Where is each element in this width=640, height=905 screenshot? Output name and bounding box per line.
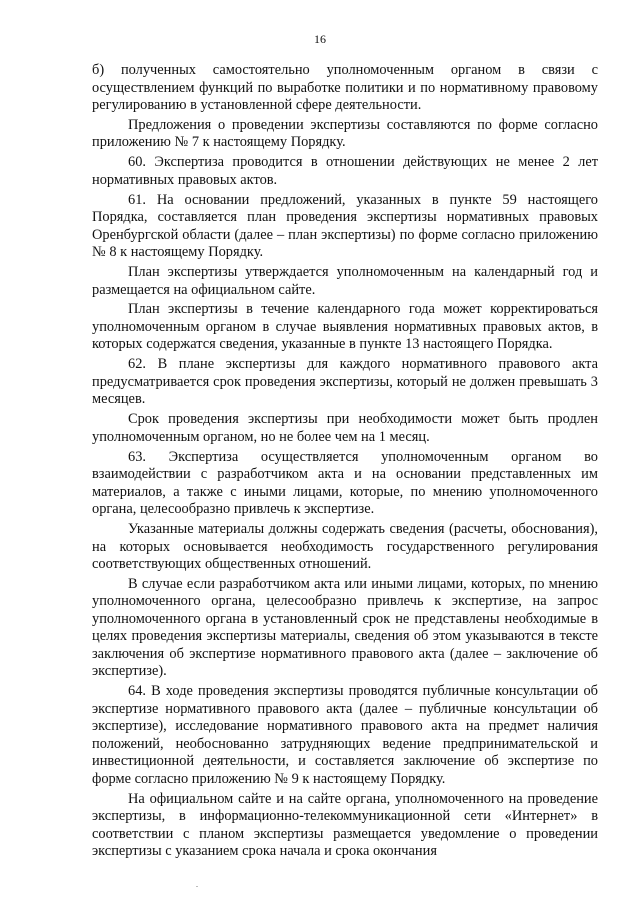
page-number: 16 — [314, 32, 326, 46]
paragraph-60: 60. Экспертиза проводится в отношении действующих не менее 2 лет нормативных правовых актов. — [92, 154, 598, 188]
paragraph-proposals-form: Предложения о проведении экспертизы составляются по форме согласно приложению № 7 к настоящему Порядку. — [92, 116, 598, 151]
paragraph-term-extension: Срок проведения экспертизы при необходимости может быть продлен уполномоченным органом, но не более чем на 1 месяц. — [92, 411, 598, 445]
document-body — [92, 62, 598, 863]
paragraph-64: 64. В ходе проведения экспертизы проводятся публичные консультации об экспертизе нормативного правового акта (далее – публичные консультации об экспертизе), исследование нормативного правового акта на предмет наличия положений, необоснованно затрудняющих ведение предпринимательской и инвестиционной деятельности, и составляется заключение об экспертизе по форме согласно приложению № 9 к настоящему Порядку. — [92, 683, 598, 787]
scan-speck — [196, 886, 198, 887]
paragraph-plan-correction: План экспертизы в течение календарного года может корректироваться уполномоченным органом в случае выявления нормативных правовых актов, в которых содержатся сведения, указанные в пункте 13 настоящего Порядка. — [92, 301, 598, 353]
paragraph-official-site-notice: На официальном сайте и на сайте органа, уполномоченного на проведение экспертизы, в информационно-телекоммуникационной сети «Интернет» в соответствии с планом экспертизы размещается уведомление о проведении экспертизы с указанием срока начала и срока окончания — [92, 790, 598, 860]
paragraph-materials-missing: В случае если разработчиком акта или иными лицами, которых, по мнению уполномоченного органа, целесообразно привлечь к экспертизе, на запрос уполномоченного органа в установленный срок не представлены необходимые в целях проведения экспертизы материалы, сведения об этом указываются в тексте заключения об экспертизе нормативного правового акта (далее – заключение об экспертизе). — [92, 575, 598, 680]
paragraph-61: 61. На основании предложений, указанных в пункте 59 настоящего Порядка, составляется план проведения экспертизы нормативных правовых Оренбургской области (далее – план экспертизы) по форме согласно приложению № 8 к настоящему Порядку. — [92, 191, 598, 261]
paragraph-62: 62. В плане экспертизы для каждого нормативного правового акта предусматривается срок проведения экспертизы, который не должен превышать 3 месяцев. — [92, 356, 598, 408]
paragraph-materials: Указанные материалы должны содержать сведения (расчеты, обоснования), на которых основывается необходимость государственного регулирования соответствующих общественных отношений. — [92, 521, 598, 573]
paragraph-item-b: б) полученных самостоятельно уполномоченным органом в связи с осуществлением функций по выработке политики и по нормативному правовому регулированию в установленной сфере деятельности. — [92, 62, 598, 113]
paragraph-plan-approval: План экспертизы утверждается уполномоченным на календарный год и размещается на официальном сайте. — [92, 264, 598, 298]
paragraph-63: 63. Экспертиза осуществляется уполномоченным органом во взаимодействии с разработчиком акта и на основании представленных им материалов, а также с иными лицами, которые, по мнению уполномоченного органа, целесообразно привлечь к экспертизе. — [92, 448, 598, 518]
